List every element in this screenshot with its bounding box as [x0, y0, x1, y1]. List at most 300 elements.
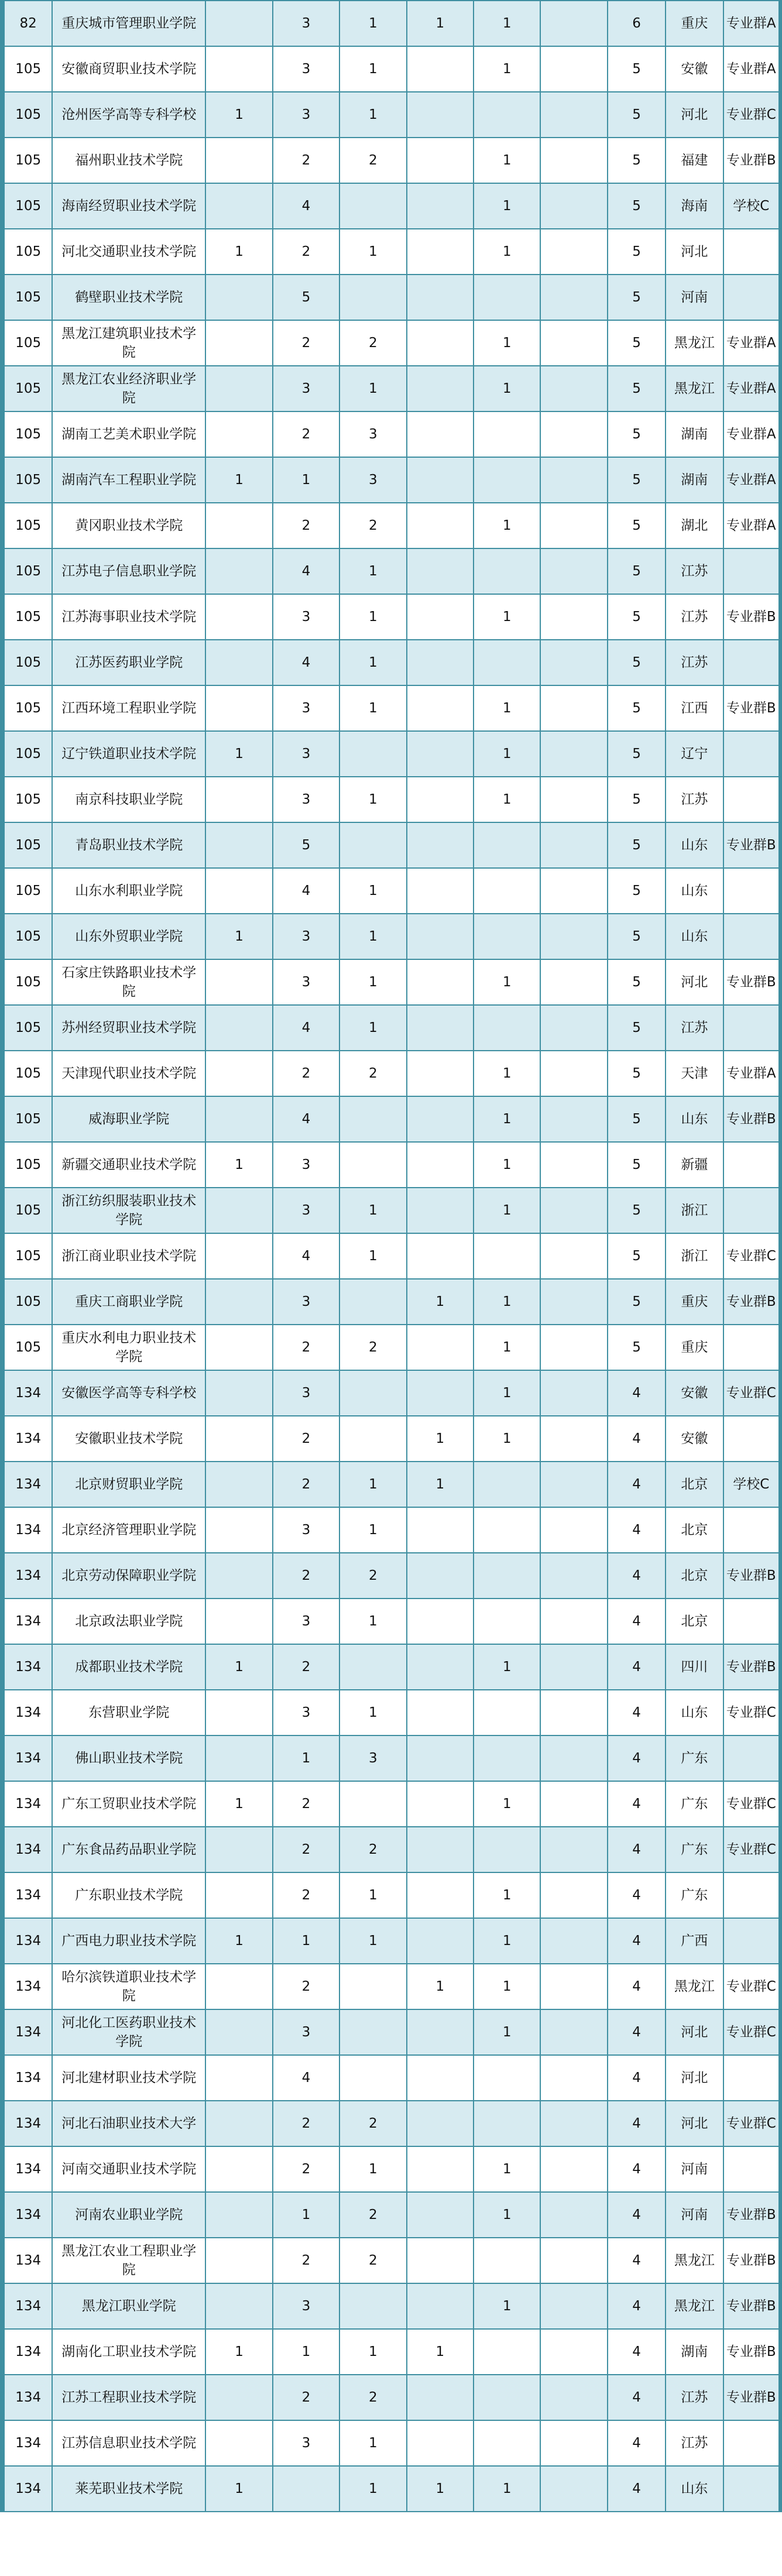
count-cell-1 — [205, 1507, 272, 1553]
table-row — [2, 2192, 780, 2238]
total-cell: 5 — [608, 868, 666, 914]
count-cell-3 — [339, 275, 406, 320]
province-cell: 河北 — [666, 229, 723, 275]
count-cell-3 — [339, 2055, 406, 2101]
count-cell-3: 1 — [339, 1005, 406, 1051]
table-row — [2, 1005, 780, 1051]
table-row — [2, 1918, 780, 1964]
count-cell-3: 2 — [339, 503, 406, 548]
count-cell-2: 2 — [273, 1051, 339, 1096]
table-row — [2, 320, 780, 366]
rank-cell: 105 — [2, 138, 52, 183]
count-cell-6 — [540, 183, 607, 229]
count-cell-3 — [339, 822, 406, 868]
table-row — [2, 2420, 780, 2466]
school-name-cell: 江苏信息职业技术学院 — [52, 2420, 205, 2466]
province-cell: 江苏 — [666, 548, 723, 594]
count-cell-2: 3 — [273, 1188, 339, 1233]
count-cell-6 — [540, 777, 607, 822]
category-cell: 专业群C — [723, 92, 780, 138]
school-name-cell: 哈尔滨铁道职业技术学院 — [52, 1964, 205, 2009]
count-cell-3: 1 — [339, 1599, 406, 1644]
table-row — [2, 1599, 780, 1644]
count-cell-1 — [205, 2055, 272, 2101]
count-cell-2: 2 — [273, 2146, 339, 2192]
count-cell-3: 1 — [339, 868, 406, 914]
count-cell-5 — [474, 1599, 540, 1644]
count-cell-5 — [474, 2375, 540, 2420]
count-cell-4 — [407, 1370, 474, 1416]
count-cell-4 — [407, 46, 474, 92]
category-cell: 专业群B — [723, 2192, 780, 2238]
category-cell — [723, 1005, 780, 1051]
count-cell-6 — [540, 366, 607, 411]
total-cell: 4 — [608, 1964, 666, 2009]
school-name-cell: 河北交通职业技术学院 — [52, 229, 205, 275]
count-cell-2: 3 — [273, 731, 339, 777]
count-cell-5: 1 — [474, 1142, 540, 1188]
province-cell: 山东 — [666, 914, 723, 959]
count-cell-3: 2 — [339, 1827, 406, 1872]
count-cell-6 — [540, 1005, 607, 1051]
count-cell-2: 3 — [273, 1599, 339, 1644]
count-cell-6 — [540, 2101, 607, 2146]
count-cell-1 — [205, 1370, 272, 1416]
province-cell: 北京 — [666, 1599, 723, 1644]
table-row — [2, 1507, 780, 1553]
school-name-cell: 鹤壁职业技术学院 — [52, 275, 205, 320]
count-cell-3: 2 — [339, 1553, 406, 1599]
count-cell-4 — [407, 2283, 474, 2329]
count-cell-6 — [540, 92, 607, 138]
count-cell-5: 1 — [474, 1872, 540, 1918]
count-cell-1 — [205, 868, 272, 914]
school-name-cell: 北京政法职业学院 — [52, 1599, 205, 1644]
rank-cell: 105 — [2, 777, 52, 822]
total-cell: 4 — [608, 1781, 666, 1827]
category-cell — [723, 1918, 780, 1964]
count-cell-2: 1 — [273, 1735, 339, 1781]
rank-cell: 134 — [2, 1827, 52, 1872]
count-cell-4: 1 — [407, 2329, 474, 2375]
count-cell-6 — [540, 685, 607, 731]
school-name-cell: 青岛职业技术学院 — [52, 822, 205, 868]
count-cell-6 — [540, 457, 607, 503]
count-cell-1 — [205, 1416, 272, 1462]
count-cell-5: 1 — [474, 1644, 540, 1690]
rank-cell: 134 — [2, 2420, 52, 2466]
total-cell: 5 — [608, 685, 666, 731]
province-cell: 北京 — [666, 1507, 723, 1553]
rank-cell: 105 — [2, 46, 52, 92]
count-cell-2: 2 — [273, 2238, 339, 2283]
count-cell-4 — [407, 503, 474, 548]
rank-cell: 105 — [2, 1325, 52, 1370]
count-cell-4 — [407, 1644, 474, 1690]
count-cell-6 — [540, 1279, 607, 1325]
rank-cell: 105 — [2, 1279, 52, 1325]
count-cell-4 — [407, 138, 474, 183]
school-name-cell: 浙江纺织服装职业技术学院 — [52, 1188, 205, 1233]
total-cell: 5 — [608, 457, 666, 503]
province-cell: 黑龙江 — [666, 2283, 723, 2329]
count-cell-5 — [474, 2101, 540, 2146]
count-cell-3 — [339, 1142, 406, 1188]
count-cell-4 — [407, 868, 474, 914]
count-cell-2: 3 — [273, 46, 339, 92]
category-cell: 专业群B — [723, 1553, 780, 1599]
count-cell-1 — [205, 1096, 272, 1142]
table-row — [2, 1142, 780, 1188]
school-name-cell: 江苏电子信息职业学院 — [52, 548, 205, 594]
count-cell-1 — [205, 594, 272, 640]
rank-cell: 134 — [2, 2375, 52, 2420]
count-cell-1 — [205, 138, 272, 183]
count-cell-5: 1 — [474, 2192, 540, 2238]
school-name-cell: 广东工贸职业技术学院 — [52, 1781, 205, 1827]
province-cell: 山东 — [666, 1690, 723, 1735]
school-name-cell: 成都职业技术学院 — [52, 1644, 205, 1690]
total-cell: 4 — [608, 1462, 666, 1507]
count-cell-1 — [205, 1553, 272, 1599]
count-cell-3 — [339, 731, 406, 777]
school-name-cell: 湖南汽车工程职业学院 — [52, 457, 205, 503]
count-cell-1 — [205, 183, 272, 229]
count-cell-2: 3 — [273, 1279, 339, 1325]
total-cell: 4 — [608, 1599, 666, 1644]
rank-cell: 82 — [2, 1, 52, 46]
category-cell: 专业群A — [723, 411, 780, 457]
count-cell-5 — [474, 548, 540, 594]
table-row — [2, 1416, 780, 1462]
rank-cell: 105 — [2, 366, 52, 411]
count-cell-3: 1 — [339, 914, 406, 959]
count-cell-4: 1 — [407, 1279, 474, 1325]
count-cell-6 — [540, 229, 607, 275]
count-cell-6 — [540, 2420, 607, 2466]
count-cell-6 — [540, 731, 607, 777]
count-cell-4 — [407, 2055, 474, 2101]
category-cell: 专业群C — [723, 1964, 780, 2009]
count-cell-1 — [205, 1279, 272, 1325]
count-cell-1: 1 — [205, 731, 272, 777]
category-cell — [723, 2420, 780, 2466]
rank-cell: 134 — [2, 2146, 52, 2192]
rank-cell: 105 — [2, 320, 52, 366]
count-cell-1 — [205, 1827, 272, 1872]
school-name-cell: 福州职业技术学院 — [52, 138, 205, 183]
count-cell-1: 1 — [205, 914, 272, 959]
count-cell-5: 1 — [474, 2146, 540, 2192]
total-cell: 4 — [608, 1918, 666, 1964]
count-cell-2: 2 — [273, 2101, 339, 2146]
count-cell-5 — [474, 2329, 540, 2375]
category-cell — [723, 2055, 780, 2101]
rank-cell: 134 — [2, 2009, 52, 2055]
total-cell: 4 — [608, 2009, 666, 2055]
count-cell-3: 1 — [339, 548, 406, 594]
total-cell: 4 — [608, 2375, 666, 2420]
count-cell-1 — [205, 685, 272, 731]
count-cell-2: 2 — [273, 1644, 339, 1690]
rank-cell: 105 — [2, 594, 52, 640]
count-cell-1 — [205, 1325, 272, 1370]
count-cell-4 — [407, 822, 474, 868]
category-cell — [723, 777, 780, 822]
rank-cell: 134 — [2, 1690, 52, 1735]
count-cell-5: 1 — [474, 1781, 540, 1827]
count-cell-6 — [540, 548, 607, 594]
count-cell-2: 2 — [273, 1416, 339, 1462]
total-cell: 5 — [608, 275, 666, 320]
category-cell — [723, 1507, 780, 1553]
count-cell-6 — [540, 1964, 607, 2009]
table-row — [2, 46, 780, 92]
count-cell-1 — [205, 822, 272, 868]
count-cell-3: 1 — [339, 2420, 406, 2466]
province-cell: 浙江 — [666, 1188, 723, 1233]
count-cell-6 — [540, 640, 607, 685]
count-cell-2: 2 — [273, 1872, 339, 1918]
total-cell: 5 — [608, 594, 666, 640]
count-cell-6 — [540, 320, 607, 366]
total-cell: 4 — [608, 1735, 666, 1781]
count-cell-3 — [339, 2283, 406, 2329]
count-cell-5 — [474, 822, 540, 868]
count-cell-3 — [339, 2009, 406, 2055]
table-row — [2, 685, 780, 731]
province-cell: 新疆 — [666, 1142, 723, 1188]
rank-cell: 134 — [2, 2055, 52, 2101]
count-cell-5: 1 — [474, 46, 540, 92]
table-row — [2, 548, 780, 594]
rank-cell: 134 — [2, 1644, 52, 1690]
count-cell-6 — [540, 822, 607, 868]
rank-cell: 105 — [2, 1051, 52, 1096]
school-name-cell: 威海职业学院 — [52, 1096, 205, 1142]
count-cell-5 — [474, 1827, 540, 1872]
table-row — [2, 2375, 780, 2420]
total-cell: 6 — [608, 1, 666, 46]
province-cell: 重庆 — [666, 1279, 723, 1325]
province-cell: 江苏 — [666, 777, 723, 822]
province-cell: 河北 — [666, 2055, 723, 2101]
table-row — [2, 503, 780, 548]
school-name-cell: 海南经贸职业技术学院 — [52, 183, 205, 229]
province-cell: 四川 — [666, 1644, 723, 1690]
count-cell-6 — [540, 503, 607, 548]
count-cell-3: 3 — [339, 457, 406, 503]
category-cell: 专业群B — [723, 959, 780, 1005]
count-cell-6 — [540, 2146, 607, 2192]
count-cell-6 — [540, 1233, 607, 1279]
total-cell: 4 — [608, 1827, 666, 1872]
school-name-cell: 重庆城市管理职业学院 — [52, 1, 205, 46]
school-name-cell: 浙江商业职业技术学院 — [52, 1233, 205, 1279]
category-cell: 专业群C — [723, 2009, 780, 2055]
category-cell — [723, 1188, 780, 1233]
total-cell: 5 — [608, 640, 666, 685]
count-cell-4 — [407, 92, 474, 138]
count-cell-3: 1 — [339, 1188, 406, 1233]
table-row — [2, 183, 780, 229]
province-cell: 江苏 — [666, 594, 723, 640]
count-cell-1: 1 — [205, 229, 272, 275]
count-cell-5 — [474, 2420, 540, 2466]
count-cell-3: 3 — [339, 1735, 406, 1781]
count-cell-2: 3 — [273, 685, 339, 731]
count-cell-2: 5 — [273, 275, 339, 320]
count-cell-6 — [540, 1553, 607, 1599]
count-cell-2: 2 — [273, 503, 339, 548]
table-row — [2, 1233, 780, 1279]
table-row — [2, 366, 780, 411]
count-cell-1: 1 — [205, 1781, 272, 1827]
school-name-cell: 山东水利职业学院 — [52, 868, 205, 914]
count-cell-1 — [205, 2192, 272, 2238]
count-cell-4 — [407, 1781, 474, 1827]
count-cell-6 — [540, 914, 607, 959]
count-cell-1 — [205, 1233, 272, 1279]
school-name-cell: 安徽医学高等专科学校 — [52, 1370, 205, 1416]
count-cell-2: 1 — [273, 2192, 339, 2238]
table-row — [2, 1964, 780, 2009]
count-cell-3 — [339, 1279, 406, 1325]
count-cell-2: 3 — [273, 777, 339, 822]
school-name-cell: 东营职业学院 — [52, 1690, 205, 1735]
count-cell-6 — [540, 1370, 607, 1416]
table-row — [2, 92, 780, 138]
rank-cell: 134 — [2, 1872, 52, 1918]
category-cell: 专业群B — [723, 594, 780, 640]
category-cell: 专业群A — [723, 1, 780, 46]
rank-cell: 105 — [2, 1233, 52, 1279]
table-row — [2, 1, 780, 46]
rank-cell: 134 — [2, 1462, 52, 1507]
table-row — [2, 1827, 780, 1872]
count-cell-4 — [407, 685, 474, 731]
total-cell: 4 — [608, 1644, 666, 1690]
province-cell: 重庆 — [666, 1325, 723, 1370]
school-name-cell: 安徽职业技术学院 — [52, 1416, 205, 1462]
count-cell-3 — [339, 1644, 406, 1690]
count-cell-1 — [205, 2420, 272, 2466]
count-cell-1 — [205, 959, 272, 1005]
province-cell: 天津 — [666, 1051, 723, 1096]
province-cell: 浙江 — [666, 1233, 723, 1279]
count-cell-5 — [474, 1553, 540, 1599]
count-cell-4 — [407, 2420, 474, 2466]
province-cell: 江苏 — [666, 1005, 723, 1051]
count-cell-2: 3 — [273, 1, 339, 46]
total-cell: 4 — [608, 1690, 666, 1735]
count-cell-2: 3 — [273, 1370, 339, 1416]
count-cell-3: 1 — [339, 2329, 406, 2375]
total-cell: 5 — [608, 1096, 666, 1142]
count-cell-3: 1 — [339, 2466, 406, 2512]
rank-cell: 134 — [2, 2238, 52, 2283]
count-cell-3: 1 — [339, 1918, 406, 1964]
count-cell-6 — [540, 1781, 607, 1827]
school-name-cell: 新疆交通职业技术学院 — [52, 1142, 205, 1188]
count-cell-1 — [205, 2375, 272, 2420]
category-cell: 专业群B — [723, 822, 780, 868]
school-name-cell: 黑龙江职业学院 — [52, 2283, 205, 2329]
rank-cell: 105 — [2, 685, 52, 731]
count-cell-5 — [474, 914, 540, 959]
rank-cell: 105 — [2, 959, 52, 1005]
count-cell-2: 4 — [273, 183, 339, 229]
count-cell-3: 1 — [339, 1233, 406, 1279]
province-cell: 河北 — [666, 2101, 723, 2146]
count-cell-6 — [540, 1142, 607, 1188]
count-cell-3: 2 — [339, 2101, 406, 2146]
rank-cell: 134 — [2, 2192, 52, 2238]
table-row — [2, 411, 780, 457]
count-cell-1 — [205, 640, 272, 685]
count-cell-3 — [339, 1964, 406, 2009]
table-row — [2, 868, 780, 914]
count-cell-6 — [540, 2466, 607, 2512]
province-cell: 辽宁 — [666, 731, 723, 777]
category-cell: 专业群B — [723, 1644, 780, 1690]
province-cell: 河南 — [666, 2146, 723, 2192]
count-cell-6 — [540, 1872, 607, 1918]
count-cell-6 — [540, 138, 607, 183]
count-cell-4 — [407, 2375, 474, 2420]
count-cell-3: 2 — [339, 320, 406, 366]
count-cell-6 — [540, 2283, 607, 2329]
category-cell — [723, 1142, 780, 1188]
school-name-cell: 湖南工艺美术职业学院 — [52, 411, 205, 457]
category-cell — [723, 229, 780, 275]
total-cell: 5 — [608, 1188, 666, 1233]
total-cell: 4 — [608, 1370, 666, 1416]
count-cell-5: 1 — [474, 1416, 540, 1462]
table-row — [2, 2283, 780, 2329]
count-cell-1 — [205, 1964, 272, 2009]
category-cell — [723, 1325, 780, 1370]
total-cell: 4 — [608, 1553, 666, 1599]
school-name-cell: 河南交通职业技术学院 — [52, 2146, 205, 2192]
count-cell-6 — [540, 868, 607, 914]
rank-cell: 105 — [2, 503, 52, 548]
category-cell: 专业群C — [723, 1690, 780, 1735]
total-cell: 5 — [608, 822, 666, 868]
rank-cell: 105 — [2, 92, 52, 138]
province-cell: 广东 — [666, 1735, 723, 1781]
province-cell: 山东 — [666, 1096, 723, 1142]
province-cell: 广东 — [666, 1872, 723, 1918]
count-cell-4 — [407, 1233, 474, 1279]
category-cell — [723, 548, 780, 594]
count-cell-6 — [540, 1827, 607, 1872]
count-cell-1 — [205, 1690, 272, 1735]
count-cell-3: 2 — [339, 1325, 406, 1370]
category-cell — [723, 868, 780, 914]
count-cell-5: 1 — [474, 777, 540, 822]
category-cell: 专业群B — [723, 685, 780, 731]
province-cell: 黑龙江 — [666, 320, 723, 366]
count-cell-1 — [205, 503, 272, 548]
province-cell: 黑龙江 — [666, 366, 723, 411]
category-cell: 专业群B — [723, 2329, 780, 2375]
count-cell-2: 3 — [273, 914, 339, 959]
province-cell: 安徽 — [666, 1370, 723, 1416]
table-row — [2, 1051, 780, 1096]
school-name-cell: 莱芜职业技术学院 — [52, 2466, 205, 2512]
school-name-cell: 石家庄铁路职业技术学院 — [52, 959, 205, 1005]
